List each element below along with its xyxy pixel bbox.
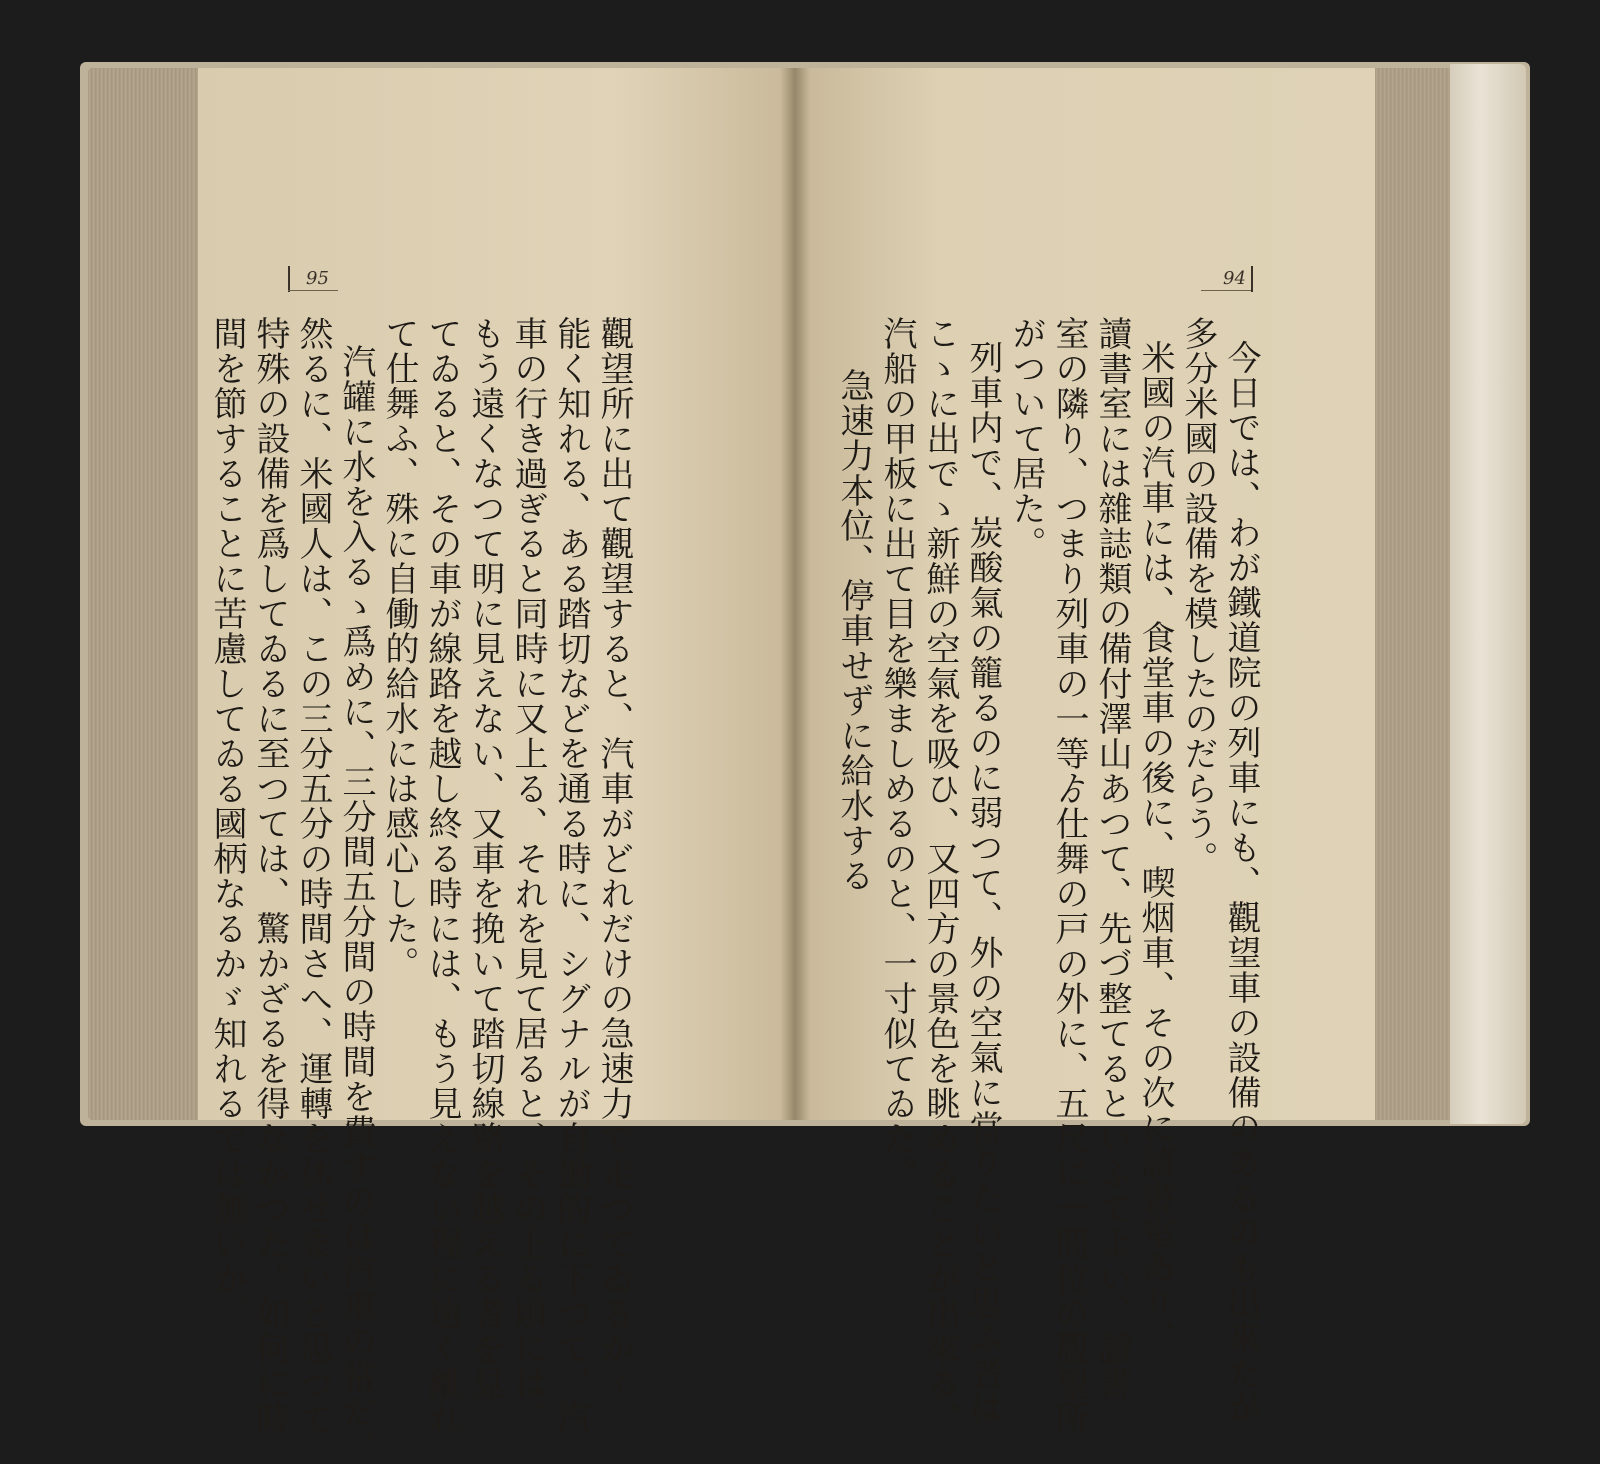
text-column: 多分米國の設備を模したのだらう。 (1178, 316, 1218, 876)
page-number-rule (1251, 266, 1253, 292)
text-column: てゐると、その車が線路を越し終る時には、もう見えない程に遠く離れ (422, 316, 462, 1436)
text-column: 然るに、米國人は、この三分五分の時間さへ、運轉を休せまいと思つて (293, 316, 333, 1436)
right-page-edges (1375, 68, 1450, 1120)
text-column: こゝに出でゝ新鮮の空氣を吸ひ、又四方の景色を眺めることが出來る、 (920, 316, 960, 1436)
text-column: 汽船の甲板に出て目を樂ましめるのと、一寸似てゐた。 (877, 316, 917, 1191)
text-column: 能く知れる、ある踏切などを通る時に、シグナルが自働的に下つて、汽 (551, 316, 591, 1436)
text-column: 急速力本位、停車せずに給水する (834, 368, 874, 893)
page-number-right: 94 (1223, 268, 1246, 289)
text-column: 米國の汽車には、食堂車の後に、喫烟車、その次に讀書室あり、 (1135, 340, 1175, 1355)
page-number-rule (288, 266, 290, 292)
book-board-right (1450, 64, 1526, 1124)
text-column: 今日では、わが鐵道院の列車にも、觀望車の設備のあるのも出來たが (1221, 340, 1261, 1425)
text-column: 汽罐に水を入るゝ爲めに、三分間五分間の時間を費すのは汽車の常だ、 (336, 344, 376, 1464)
page-number-left: 95 (306, 268, 329, 289)
text-column: 列車内で、炭酸氣の籠るのに弱つて、外の空氣に當りたいと思ふ者は (963, 340, 1003, 1425)
left-page (198, 68, 793, 1464)
open-book (80, 48, 1530, 1464)
page-number-underline (1201, 290, 1251, 291)
left-page-edges (88, 68, 200, 1120)
text-column: て仕舞ふ、殊に自働的給水には感心した。 (379, 316, 419, 981)
book-gutter (780, 68, 810, 1120)
text-column: 室の隣り、つまり列車の一等ゟ仕舞の戸の外に、五尺に一間位の觀望所 (1049, 316, 1089, 1436)
text-column: がついて居た。 (1006, 316, 1046, 561)
page-number-underline (288, 290, 338, 291)
text-column: 車の行き過ぎると同時に又上る、それを見て居ると、その上る頃には、 (508, 316, 548, 1436)
text-column: 讀書室には雜誌類の備付澤山あつて、先づ整てるといふてよい、讀書 (1092, 316, 1132, 1401)
text-column: 觀望所に出て觀望すると、汽車がどれだけの急速力で走つてゐるかゞ (594, 316, 634, 1401)
right-page (793, 68, 1375, 1436)
text-column: もう遠くなつて明に見えない、又車を挽いて踏切線路を越える者を見 (465, 316, 505, 1401)
text-column: 間を節することに苦慮してゐる國柄なるかゞ知れるでは無いか。 (207, 316, 247, 1331)
text-column: 特殊の設備を爲してゐるに至つては、驚かざるを得なかつた。如何に時 (250, 316, 290, 1436)
